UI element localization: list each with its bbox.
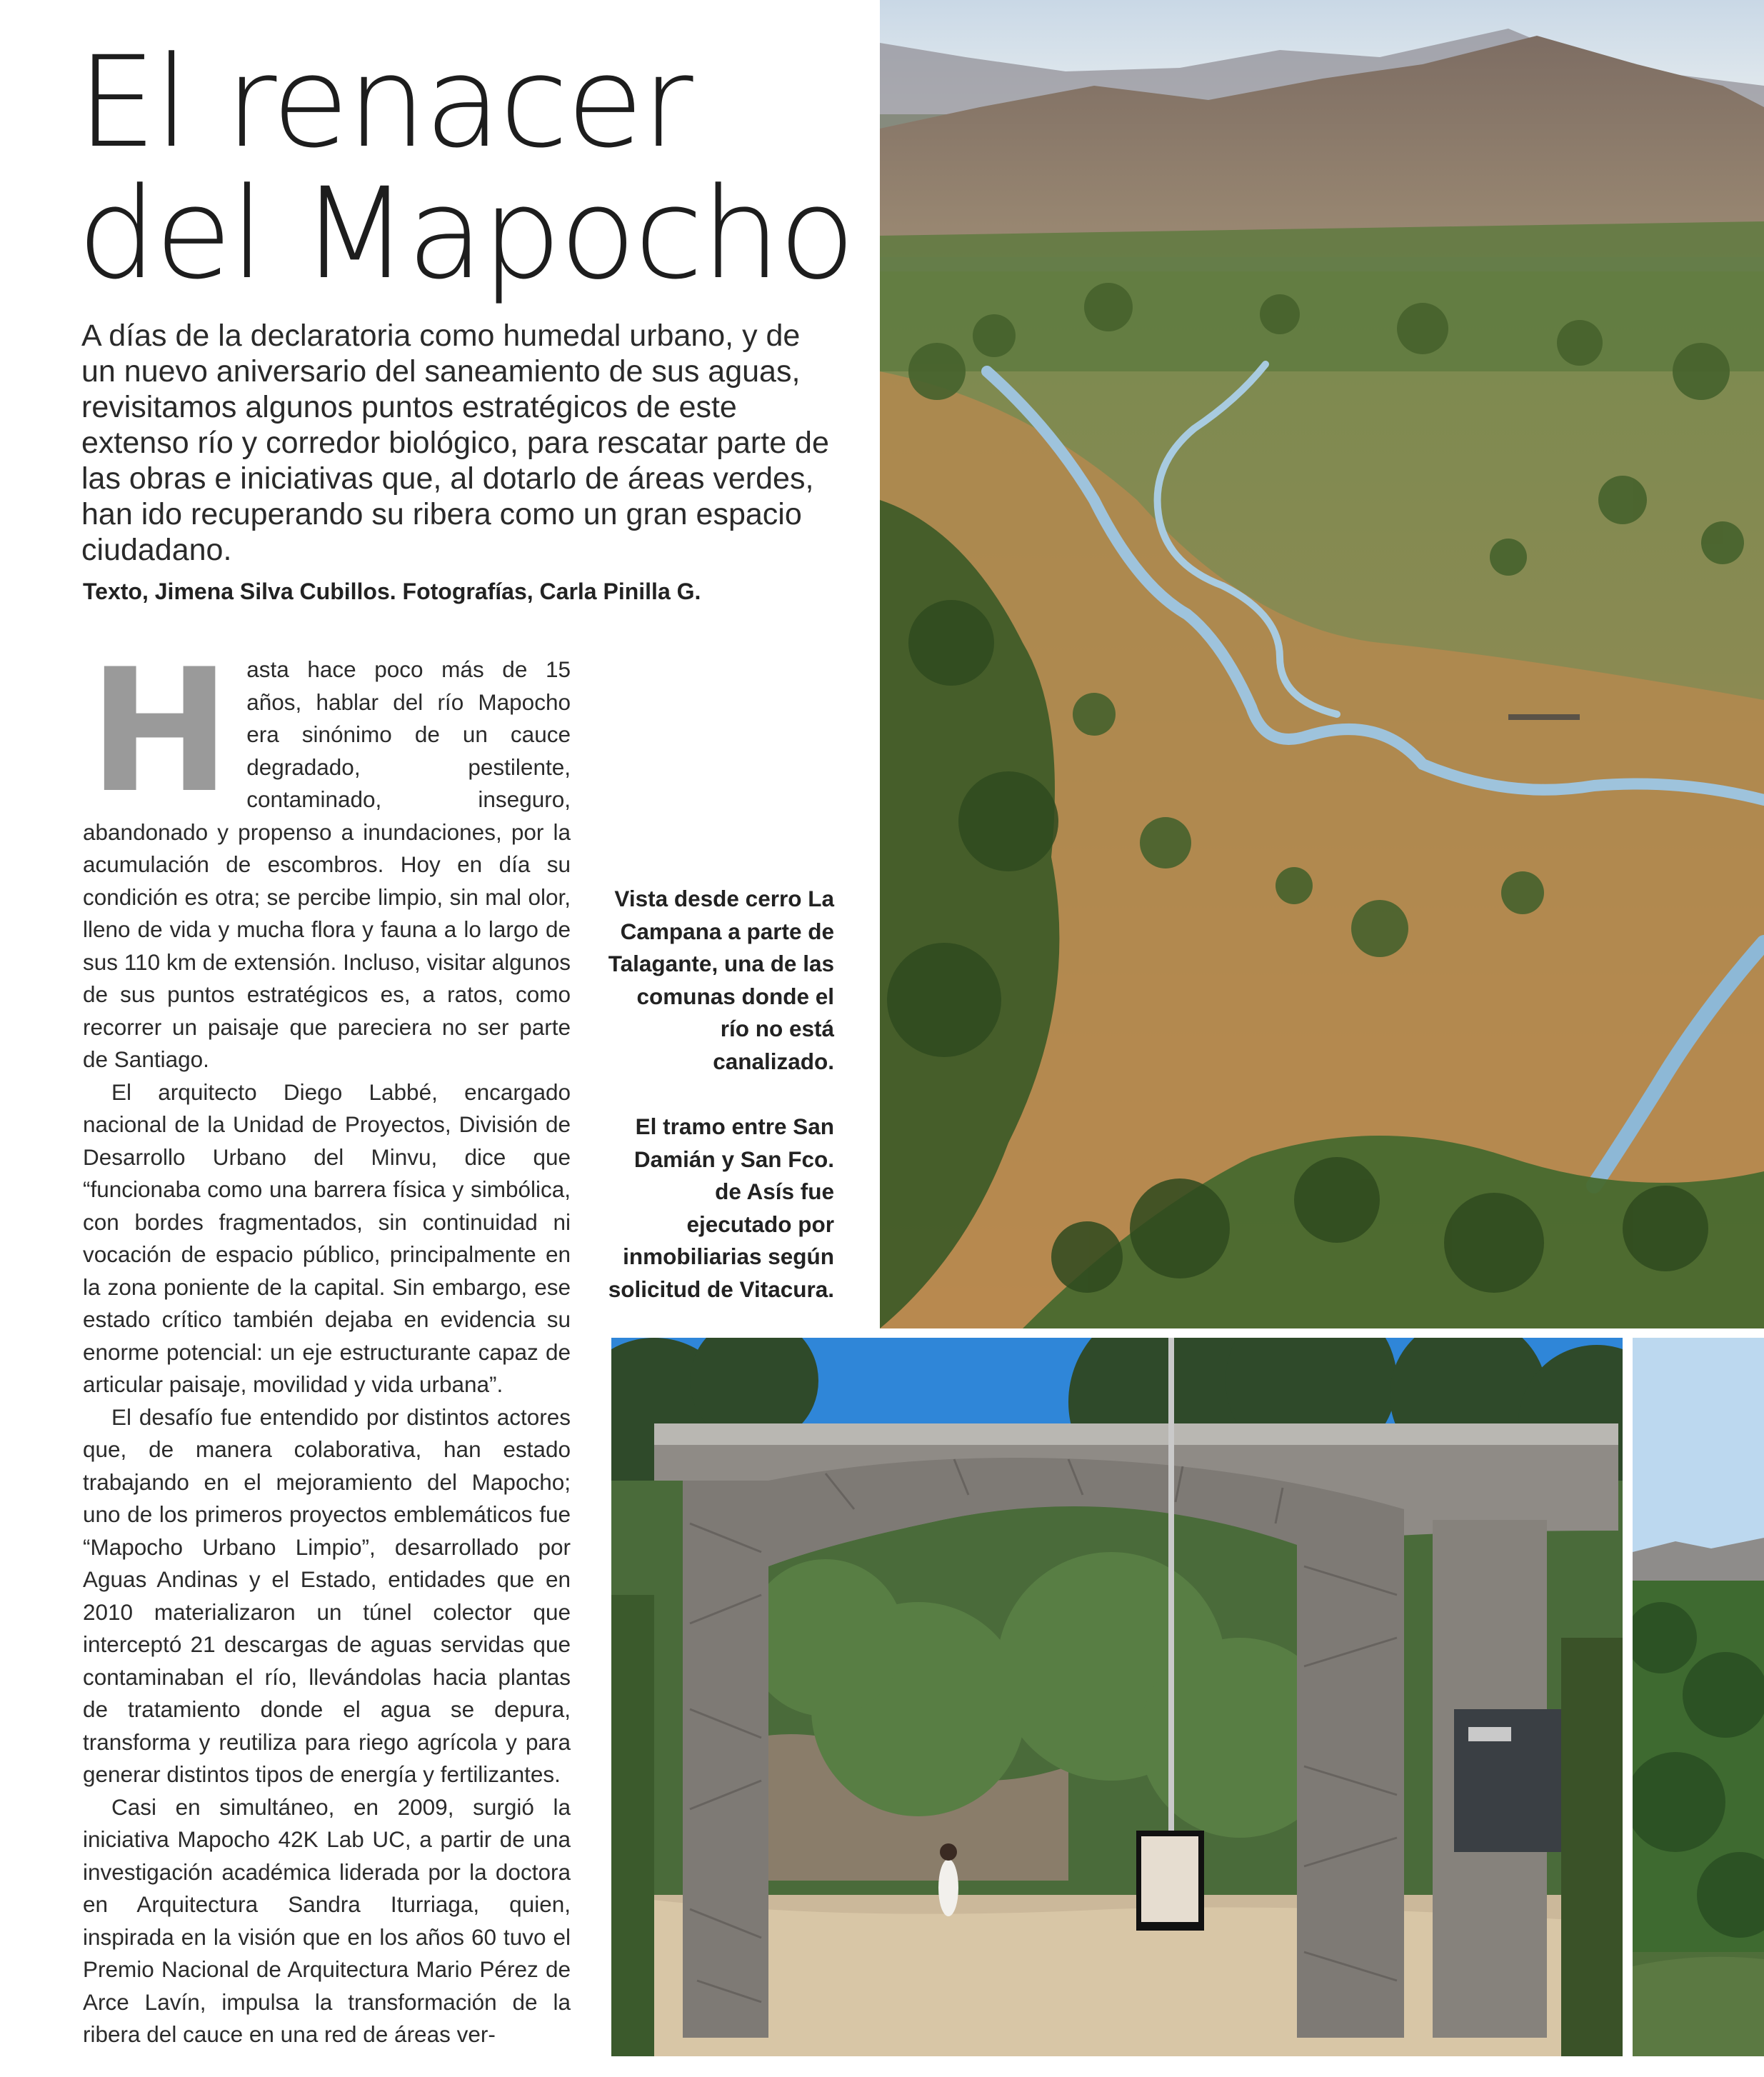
article-lead: A días de la declaratoria como humedal urbano, y de un nuevo aniversario del saneamiento de sus aguas, revisitamos algunos puntos estratégicos de este extenso río y corredor biológico, para rescatar parte de las obras e iniciativas que, al dotarlo de áreas verdes, han ido recuperando su ribera como un gran espacio ciudadano. [81,319,829,567]
title-line-2: del Mapocho [77,161,853,307]
title-line-1: El renacer [77,29,691,176]
article-title [77,29,891,307]
body-paragraph-4: Casi en simultáneo, en 2009, surgió la iniciativa Mapocho 42K Lab UC, a partir de una investigación académica liderada por la doctora en Arquitectura Sandra Iturriaga, quien, inspirada en la visión que en los años 60 tuvo el Premio Nacional de Arquitectura Mario Pérez de Arce Lavín, impulsa la transformación de la ribera del cauce en una red de áreas ver- [83,1793,571,2047]
valley-photo-graphic [880,0,1764,1328]
photo-caption-arch: El tramo entre San Damián y San Fco. de Asís fue ejecutado por inmobiliarias según solicitud de Vitacura. [608,1113,834,1302]
river-photo-graphic [1633,1338,1764,2056]
arch-photo-graphic [611,1338,1623,2056]
river-photo [1633,1338,1764,2056]
body-paragraph-2: El arquitecto Diego Labbé, encargado nacional de la Unidad de Proyectos, División de Desarrollo Urbano del Minvu, dice que “funcionaba como una barrera física y simbólica, con bordes fragmentados, sin continuidad ni vocación de espacio público, principalmente en la zona poniente de la capital. Sin embargo, ese estado crítico también dejaba en evidencia su enorme potencial: un eje estructurante capaz de articular paisaje, movilidad y vida urbana”. [83,1078,571,1397]
article-credits: Texto, Jimena Silva Cubillos. Fotografías, Carla Pinilla G. [83,579,701,604]
body-paragraph-3: El desafío fue entendido por distintos actores que, de manera colaborativa, han estado trabajando en el mejoramiento del Mapocho; uno de los primeros proyectos emblemáticos fue “Mapocho Urbano Limpio”, desarrollado por Aguas Andinas y el Estado, entidades que en 2010 materializaron un túnel colector que interceptó 21 descargas de aguas servidas que contaminaban el río, llevándolas hacia plantas de tratamiento donde el agua se depura, transforma y reutiliza para riego agrícola y para generar distintos tipos de energía y fertilizantes. [83,1403,571,1787]
arch-photo [611,1338,1623,2056]
photo-caption-valley: Vista desde cerro La Campana a parte de Talagante, una de las comunas donde el río no está canalizado. [608,886,834,1074]
drop-cap: H [89,654,231,831]
body-paragraph-1-text: asta hace poco más de 15 años, hablar del río Mapocho era sinónimo de un cauce degradado, pestilente, contaminado, inseguro, abandonado y propenso a inundaciones, por la acumulación de escombros. Hoy en día su condición es otra; se percibe limpio, sin mal olor, lleno de vida y mucha flora y fauna a lo largo de sus 110 km de extensión. Incluso, visitar algunos de sus puntos estratégicos es, a ratos, como recorrer un paisaje que pareciera no ser parte de Santiago. [83,656,571,1072]
valley-photo [880,0,1764,1328]
body-paragraph-1 [83,654,571,1076]
article-body [83,654,571,2071]
